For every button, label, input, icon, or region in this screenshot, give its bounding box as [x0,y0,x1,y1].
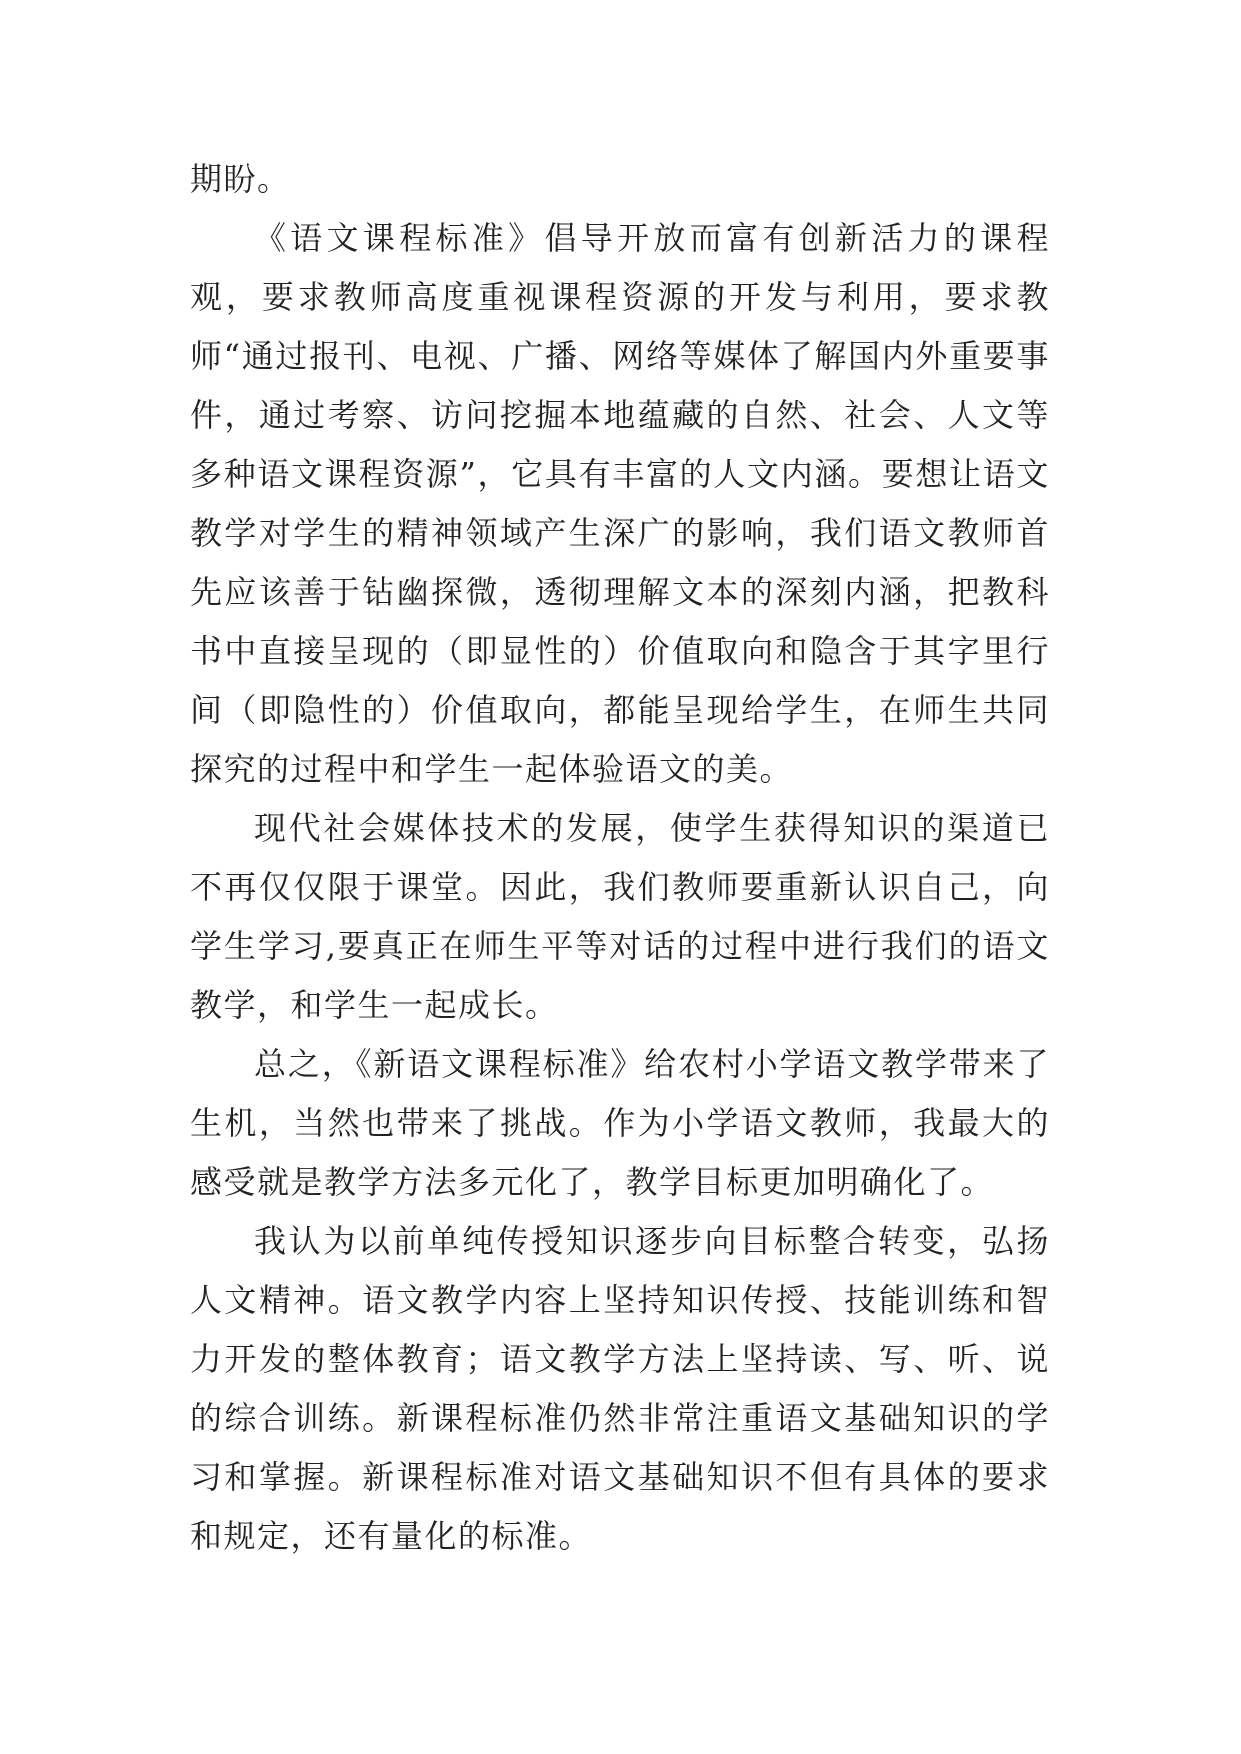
paragraph-conclusion: 总之，《新语文课程标准》给农村小学语文教学带来了生机，当然也带来了挑战。作为小学语文教师，我最大的感受就是教学方法多元化了，教学目标更加明确化了。 [190,1045,1050,1201]
paragraph-continuation: 期盼。 [190,160,291,198]
paragraph-teaching-method: 我认为以前单纯传授知识逐步向目标整合转变，弘扬人文精神。语文教学内容上坚持知识传授、技能训练和智力开发的整体教育；语文教学方法上坚持读、写、听、说的综合训练。新课程标准仍然非常注重语文基础知识的学习和掌握。新课程标准对语文基础知识不但有具体的要求和规定，还有量化的标准。 [190,1222,1050,1555]
paragraph-curriculum-standard: 《语文课程标准》倡导开放而富有创新活力的课程观，要求教师高度重视课程资源的开发与利用，要求教师“通过报刊、电视、广播、网络等媒体了解国内外重要事件，通过考察、访问挖掘本地蕴藏的自然、社会、人文等多种语文课程资源”，它具有丰富的人文内涵。要想让语文教学对学生的精神领域产生深广的影响，我们语文教师首先应该善于钻幽探微，透彻理解文本的深刻内涵，把教科书中直接呈现的（即显性的）价值取向和隐含于其字里行间（即隐性的）价值取向，都能呈现给学生，在师生共同探究的过程中和学生一起体验语文的美。 [190,219,1050,788]
paragraph-media-technology: 现代社会媒体技术的发展，使学生获得知识的渠道已不再仅仅限于课堂。因此，我们教师要重新认识自己，向学生学习,要真正在师生平等对话的过程中进行我们的语文教学，和学生一起成长。 [190,809,1050,1024]
document-body [190,150,1050,1566]
